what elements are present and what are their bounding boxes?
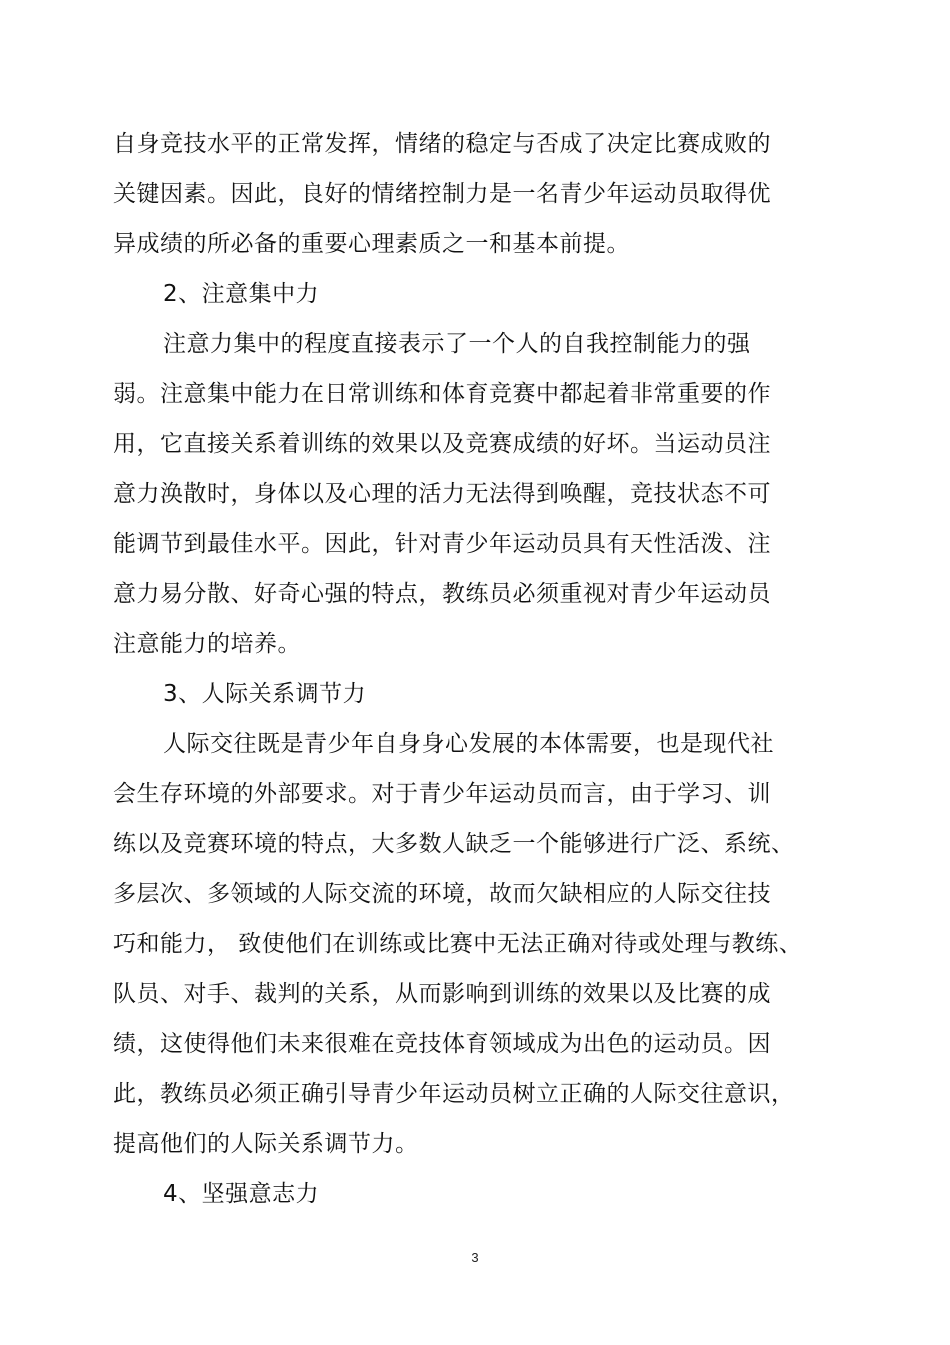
paragraph-line: 弱。注意集中能力在日常训练和体育竞赛中都起着非常重要的作: [113, 381, 771, 407]
paragraph-line: 关键因素。因此，良好的情绪控制力是一名青少年运动员取得优: [113, 181, 771, 207]
paragraph-line: 能调节到最佳水平。因此，针对青少年运动员具有天性活泼、注: [113, 531, 771, 557]
paragraph-line: 绩，这使得他们未来很难在竞技体育领域成为出色的运动员。因: [113, 1031, 771, 1057]
paragraph-line: 队员、对手、裁判的关系，从而影响到训练的效果以及比赛的成: [113, 981, 771, 1007]
paragraph-line: 意力易分散、好奇心强的特点，教练员必须重视对青少年运动员: [113, 581, 771, 607]
paragraph-line: 多层次、多领域的人际交流的环境，故而欠缺相应的人际交往技: [113, 881, 771, 907]
paragraph-line: 提高他们的人际关系调节力。: [113, 1131, 419, 1157]
paragraph-line: 人际交往既是青少年自身身心发展的本体需要，也是现代社: [163, 731, 774, 757]
paragraph-line: 此，教练员必须正确引导青少年运动员树立正确的人际交往意识，: [113, 1081, 795, 1107]
paragraph-line: 用，它直接关系着训练的效果以及竞赛成绩的好坏。当运动员注: [113, 431, 771, 457]
paragraph-line: 异成绩的所必备的重要心理素质之一和基本前提。: [113, 231, 630, 257]
paragraph-line: 注意能力的培养。: [113, 631, 301, 657]
section-heading: 3、人际关系调节力: [163, 681, 367, 707]
paragraph-line: 练以及竞赛环境的特点，大多数人缺乏一个能够进行广泛、系统、: [113, 831, 795, 857]
page-number: 3: [471, 1250, 479, 1265]
paragraph-line: 巧和能力， 致使他们在训练或比赛中无法正确对待或处理与教练、: [113, 931, 803, 957]
paragraph-line: 会生存环境的外部要求。对于青少年运动员而言，由于学习、训: [113, 781, 771, 807]
paragraph-line: 自身竞技水平的正常发挥，情绪的稳定与否成了决定比赛成败的: [113, 131, 771, 157]
paragraph-line: 注意力集中的程度直接表示了一个人的自我控制能力的强: [163, 331, 751, 357]
section-heading: 4、坚强意志力: [163, 1181, 320, 1207]
paragraph-line: 意力涣散时，身体以及心理的活力无法得到唤醒，竞技状态不可: [113, 481, 771, 507]
section-heading: 2、注意集中力: [163, 281, 320, 307]
